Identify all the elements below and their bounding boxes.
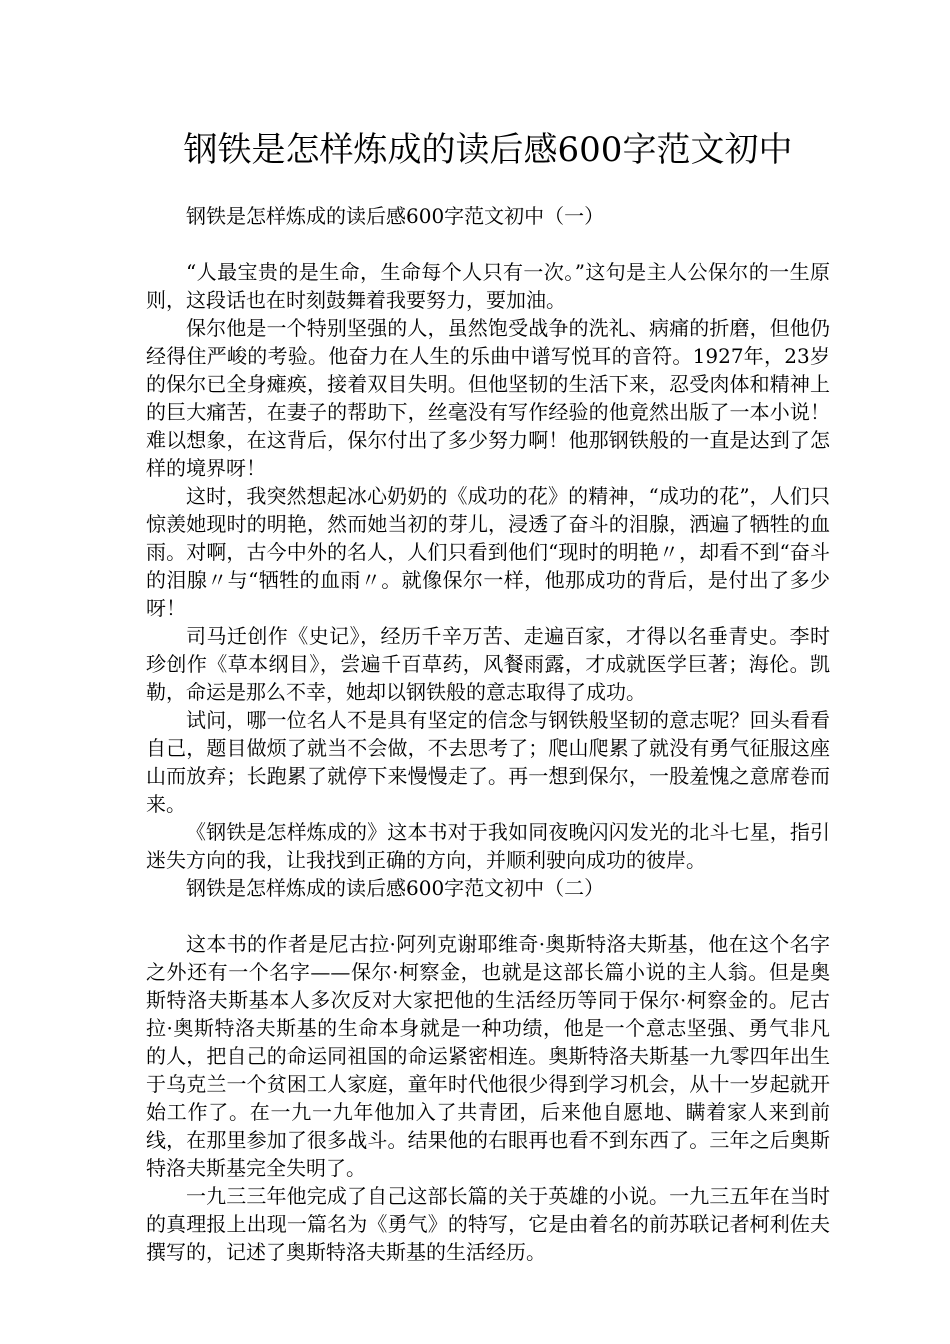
paragraph: 《钢铁是怎样炼成的》这本书对于我如同夜晚闪闪发光的北斗七星，指引迷失方向的我，让我找到正确的方向，并顺利驶向成功的彼岸。 [146, 820, 830, 872]
section-heading: 钢铁是怎样炼成的读后感600字范文初中（二） [186, 876, 605, 900]
section-2 [146, 874, 830, 1266]
paragraph: “人最宝贵的是生命，生命每个人只有一次。”这句是主人公保尔的一生原则，这段话也在时刻鼓舞着我要努力，要加油。 [146, 260, 830, 312]
paragraph: 这本书的作者是尼古拉·阿列克谢耶维奇·奥斯特洛夫斯基，他在这个名字之外还有一个名字——保尔·柯察金，也就是这部长篇小说的主人翁。但是奥斯特洛夫斯基本人多次反对大家把他的生活经历等同于保尔·柯察金的。尼古拉·奥斯特洛夫斯基的生命本身就是一种功绩，他是一个意志坚强、勇气非凡的人，把自己的命运同祖国的命运紧密相连。奥斯特洛夫斯基一九零四年出生于乌克兰一个贫困工人家庭，童年时代他很少得到学习机会，从十一岁起就开始工作了。在一九一九年他加入了共青团，后来他自愿地、瞒着家人来到前线，在那里参加了很多战斗。结果他的右眼再也看不到东西了。三年之后奥斯特洛夫斯基完全失明了。 [146, 932, 830, 1180]
paragraph: 这时，我突然想起冰心奶奶的《成功的花》的精神，“成功的花”，人们只惊羡她现时的明艳，然而她当初的芽儿，浸透了奋斗的泪腺，洒遍了牺牲的血雨。对啊，古今中外的名人，人们只看到他们“现时的明艳〃，却看不到“奋斗的泪腺〃与“牺牲的血雨〃。就像保尔一样，他那成功的背后，是付出了多少呀！ [146, 484, 830, 620]
section-heading: 钢铁是怎样炼成的读后感600字范文初中（一） [186, 204, 605, 228]
paragraph: 试问，哪一位名人不是具有坚定的信念与钢铁般坚韧的意志呢？回头看看自己，题目做烦了就当不会做，不去思考了；爬山爬累了就没有勇气征服这座山而放弃；长跑累了就停下来慢慢走了。再一想到保尔，一股羞愧之意席卷而来。 [146, 708, 830, 816]
document-page [146, 126, 830, 1266]
paragraph: 一九三三年他完成了自己这部长篇的关于英雄的小说。一九三五年在当时的真理报上出现一篇名为《勇气》的特写，它是由着名的前苏联记者柯利佐夫撰写的，记述了奥斯特洛夫斯基的生活经历。 [146, 1184, 830, 1264]
document-title: 钢铁是怎样炼成的读后感600字范文初中 [183, 130, 793, 170]
blank-line [146, 902, 830, 930]
paragraph: 保尔他是一个特别坚强的人，虽然饱受战争的洗礼、病痛的折磨，但他仍经得住严峻的考验。他奋力在人生的乐曲中谱写悦耳的音符。1927年，23岁的保尔已全身瘫痪，接着双目失明。但他坚韧的生活下来，忍受肉体和精神上的巨大痛苦，在妻子的帮助下，丝毫没有写作经验的他竟然出版了一本小说！难以想象，在这背后，保尔付出了多少努力啊！他那钢铁般的一直是达到了怎样的境界呀！ [146, 316, 830, 480]
paragraph: 司马迁创作《史记》，经历千辛万苦、走遍百家，才得以名垂青史。李时珍创作《草本纲目》，尝遍千百草药，风餐雨露，才成就医学巨著；海伦。凯勒，命运是那么不幸，她却以钢铁般的意志取得了成功。 [146, 624, 830, 704]
section-1 [146, 202, 830, 874]
blank-line [146, 230, 830, 258]
